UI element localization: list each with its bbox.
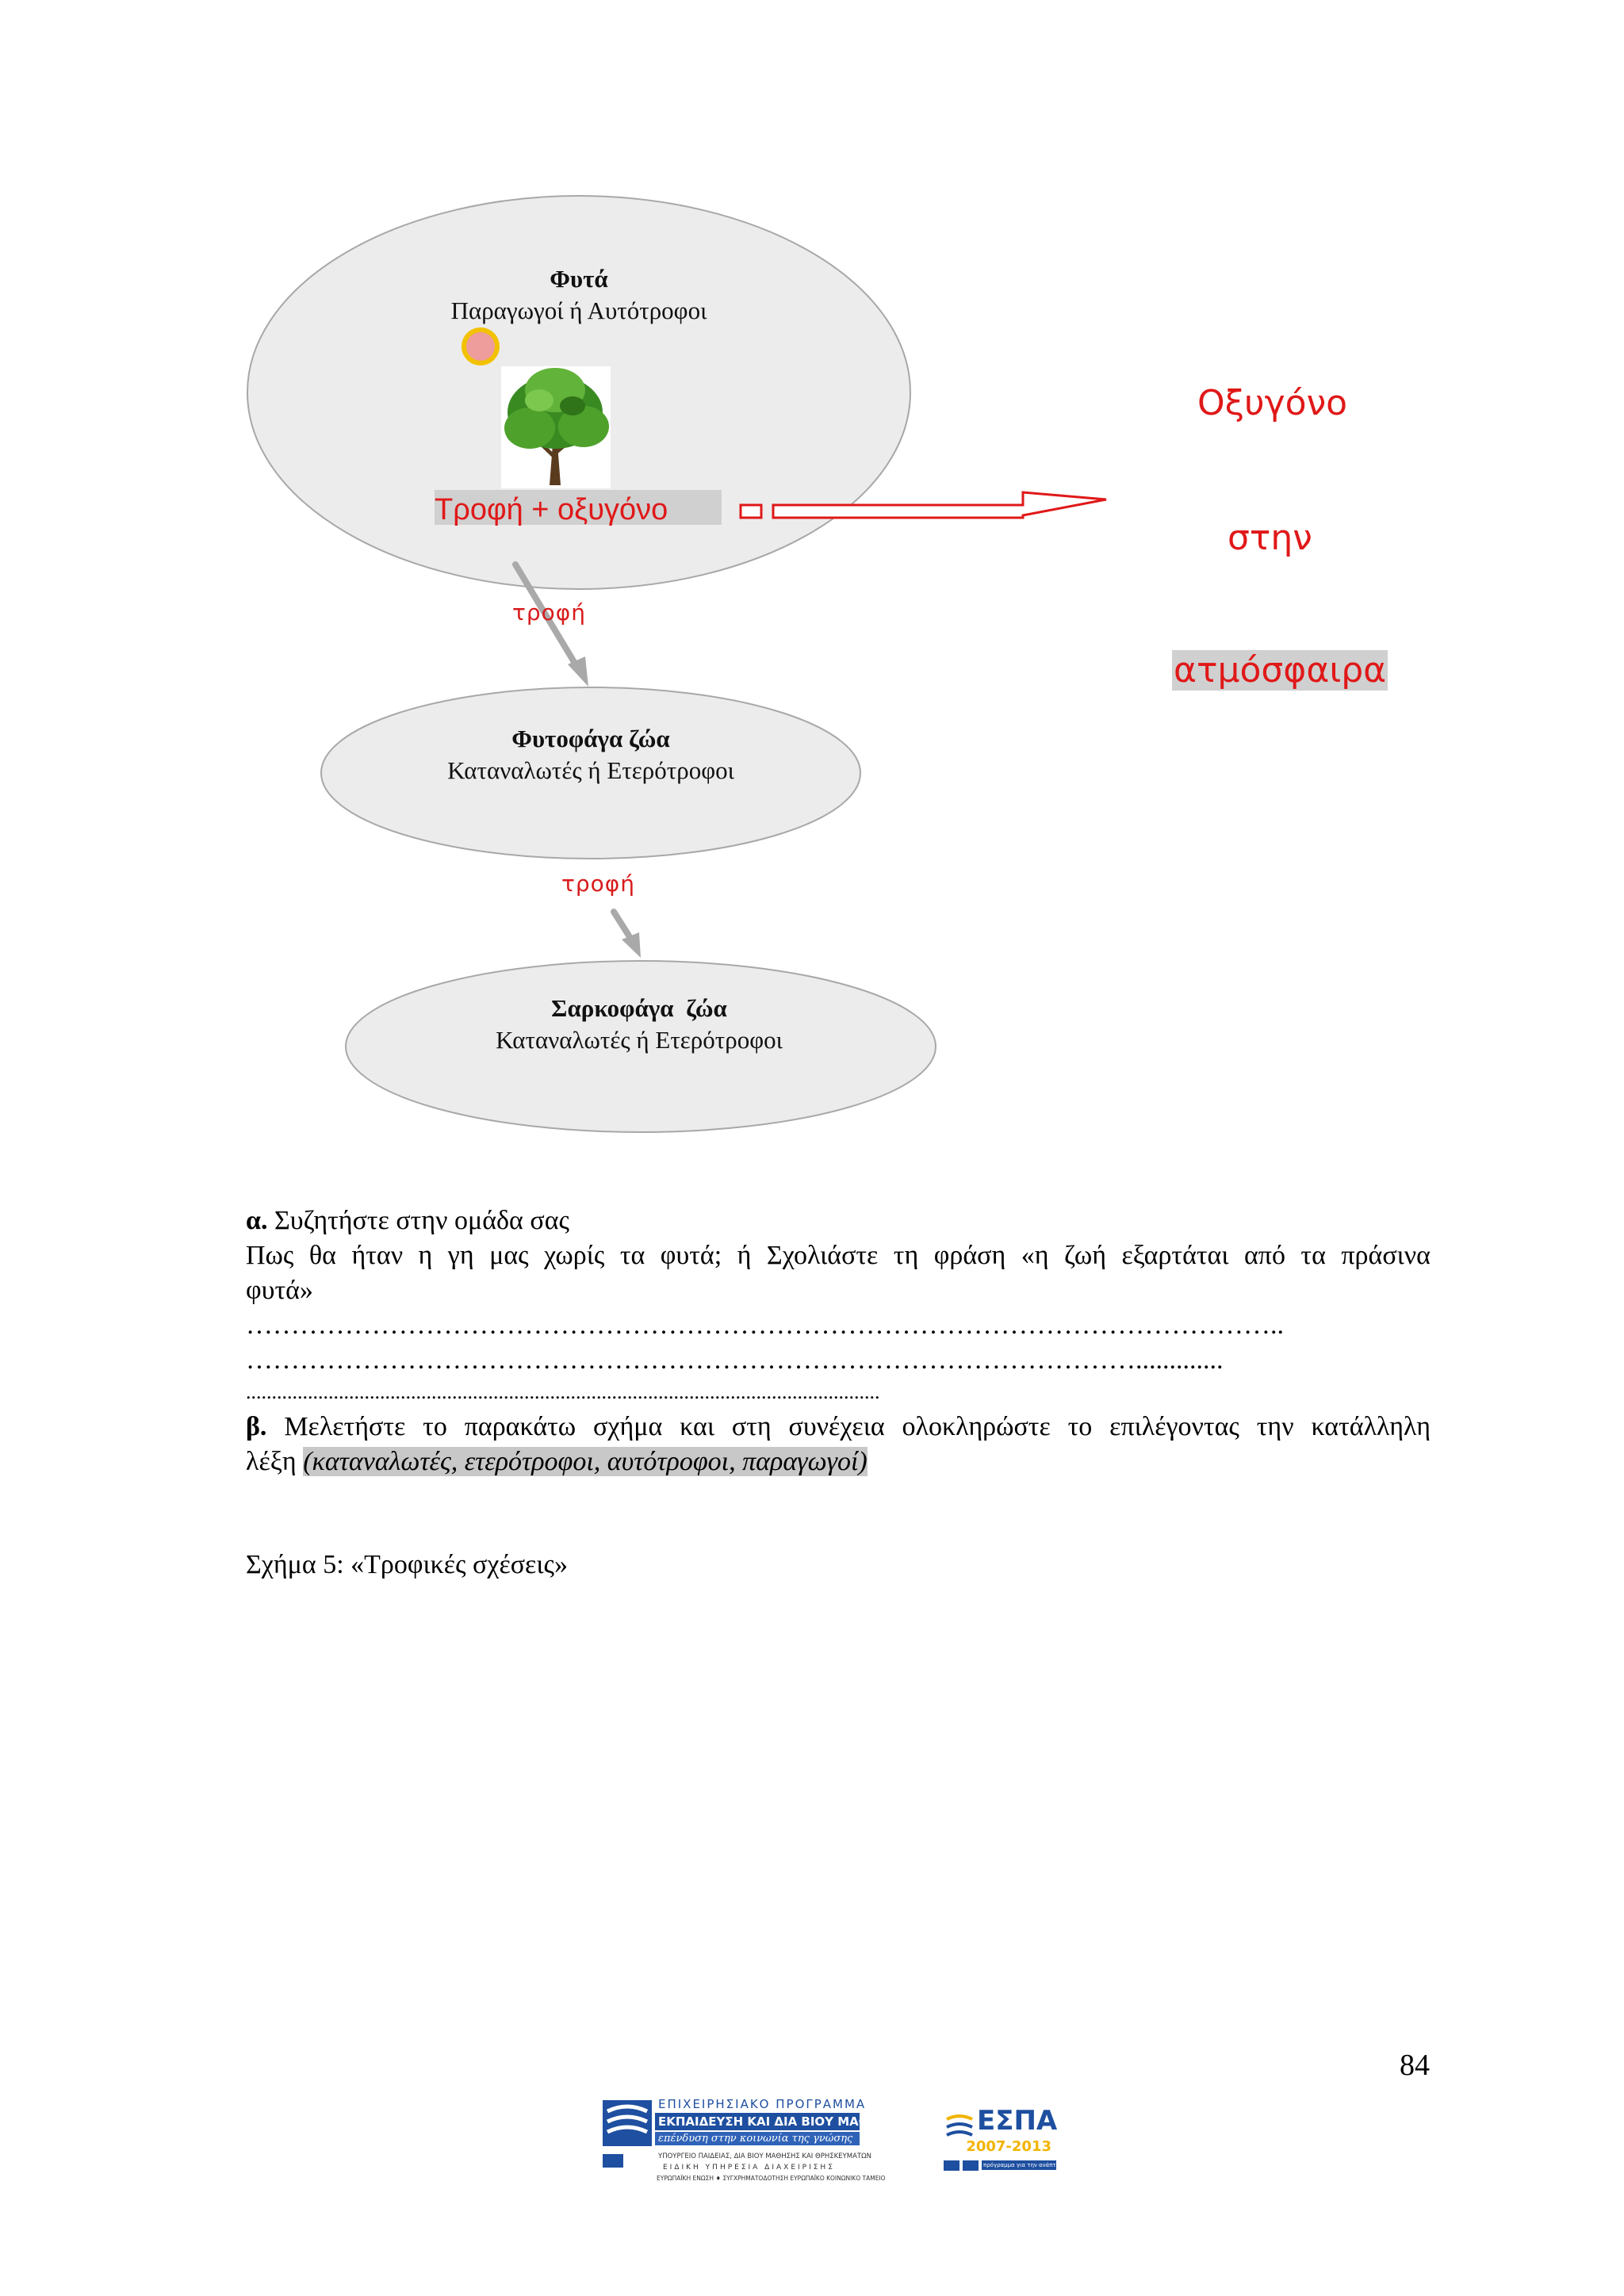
oxygen-word-1: Οξυγόνο — [1197, 383, 1348, 423]
producers-subtitle: Παραγωγοί ή Αυτότροφοι — [450, 297, 707, 324]
exercise-b-options: (καταναλωτές, ετερότροφοι, αυτότροφοι, παραγωγοί) — [303, 1447, 868, 1476]
eu-flag-icon-2 — [963, 2160, 979, 2171]
tree-icon — [501, 366, 611, 488]
exercise-a-question-line-2: φυτά» — [246, 1276, 313, 1305]
exercise-a-heading-text: Συζητήστε στην ομάδα σας — [274, 1206, 569, 1235]
greek-flag-icon — [944, 2160, 959, 2171]
carnivores-subtitle: Καταναλωτές ή Ετερότροφοι — [496, 1026, 783, 1054]
program-slogan: επένδυση στην κοινωνία της γνώσης — [655, 2132, 860, 2145]
carnivores-node — [441, 993, 837, 1056]
funding-line: ΕΥΡΩΠΑΪΚΗ ΕΝΩΣΗ ♦ ΣΥΓΧΡΗΜΑΤΟΔΟΤΗΣΗ ΕΥΡΩΠΑΪΚΟ ΚΟΙΝΩΝΙΚΟ ΤΑΜΕΙΟ — [657, 2175, 886, 2182]
espa-years: 2007-2013 — [966, 2138, 1051, 2155]
oxygen-word-2: στην — [1228, 518, 1312, 558]
program-emblem-icon — [603, 2100, 652, 2146]
ministry-line: ΥΠΟΥΡΓΕΙΟ ΠΑΙΔΕΙΑΣ, ΔΙΑ ΒΙΟΥ ΜΑΘΗΣΗΣ ΚΑΙ ΘΡΗΣΚΕΥΜΑΤΩΝ — [658, 2152, 871, 2160]
food-flow-label-2: τροφή — [561, 871, 635, 897]
herbivores-node — [393, 723, 789, 786]
herbivores-subtitle: Καταναλωτές ή Ετερότροφοι — [447, 756, 734, 784]
exercise-a-heading — [246, 1203, 1431, 1238]
herbivores-title: Φυτοφάγα ζώα — [511, 725, 670, 752]
figure-caption: Σχήμα 5: «Τροφικές σχέσεις» — [246, 1550, 568, 1579]
espa-emblem-icon — [944, 2110, 975, 2141]
sun-icon — [462, 327, 500, 365]
espa-logo — [944, 2105, 1071, 2184]
page-number: 84 — [1400, 2049, 1430, 2082]
authority-line: ΕΙΔΙΚΗ ΥΠΗΡΕΣΙΑ ΔΙΑΧΕΙΡΙΣΗΣ — [663, 2164, 835, 2172]
producers-node — [381, 263, 777, 327]
producers-output-label: Τροφή + οξυγόνο — [435, 490, 722, 525]
program-logo — [603, 2097, 904, 2192]
eu-flag-icon — [603, 2154, 623, 2168]
exercise-b-text: Μελετήστε το παρακάτω σχήμα και στη συνέχεια ολοκληρώστε το επιλέγοντας την κατάλληλη — [284, 1412, 1431, 1441]
exercise-b-letter: β. — [246, 1412, 267, 1441]
answer-line-1: …………………………………………………………………………………………………….. — [246, 1311, 1284, 1340]
espa-title: ΕΣΠΑ — [977, 2105, 1058, 2137]
oxygen-word-3: ατμόσφαιρα — [1174, 650, 1387, 691]
exercise-a-question-line-1: Πως θα ήταν η γη μας χωρίς τα φυτά; ή Σχολιάστε τη φράση «η ζωή εξαρτάται από τα πράσινα — [246, 1241, 1431, 1270]
espa-slogan: πρόγραμμα για την ανάπτυξη — [983, 2162, 1066, 2168]
program-line-2: ΕΚΠΑΙΔΕΥΣΗ ΚΑΙ ΔΙΑ ΒΙΟΥ ΜΑΘΗΣΗ — [655, 2113, 860, 2130]
food-arrow-2 — [614, 912, 641, 958]
exercise-b-line-2 — [246, 1445, 1431, 1479]
food-flow-label-1: τροφή — [512, 599, 586, 626]
exercise-b-prefix: λέξη — [246, 1447, 304, 1476]
carnivores-title: Σαρκοφάγα ζώα — [551, 994, 727, 1022]
program-line-1: ΕΠΙΧΕΙΡΗΣΙΑΚΟ ΠΡΟΓΡΑΜΜΑ — [658, 2097, 867, 2111]
answer-line-2: ………………………………………………………………………………………............. — [246, 1345, 1224, 1375]
exercise-a-letter: α. — [246, 1206, 268, 1235]
exercise-b-line-1 — [246, 1410, 1431, 1445]
producers-title: Φυτά — [550, 265, 608, 293]
answer-line-3: ........................................................................................................................... — [246, 1380, 880, 1403]
